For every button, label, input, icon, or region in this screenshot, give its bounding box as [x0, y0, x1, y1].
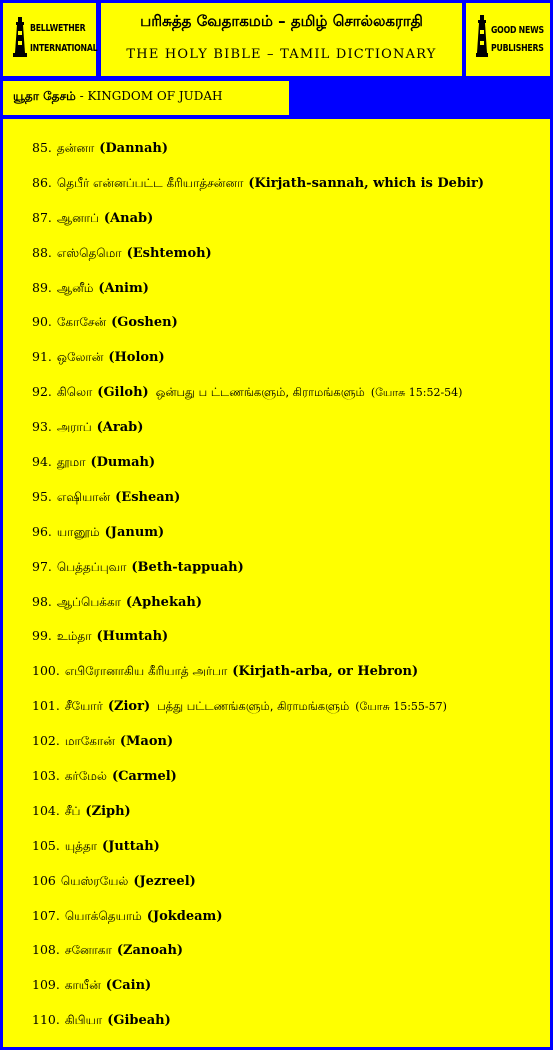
entry-tamil-name: சனோகா [64, 943, 112, 958]
entry-tamil-name: யொக்தெயாம் [64, 908, 142, 923]
entry-number: 102. [32, 733, 60, 749]
list-item [32, 766, 484, 801]
entry-english-name: (Anab) [103, 210, 154, 226]
entry-english-name: (Cain) [105, 978, 152, 994]
section-title-tamil: யூதா தேசம் [13, 89, 76, 103]
list-item [32, 731, 484, 766]
entry-number: 103. [32, 768, 60, 784]
entry-tamil-name: சீப் [64, 803, 81, 818]
list-item [32, 836, 484, 871]
list-item [32, 696, 484, 731]
bellwether-logo [3, 3, 96, 76]
list-item [32, 522, 484, 557]
list-item [32, 173, 484, 208]
list-item [32, 626, 484, 661]
entry-number: 99. [32, 628, 52, 644]
title-tamil: பரிசுத்த வேதாகமம் – தமிழ் சொல்லகராதி [140, 12, 423, 30]
list-item [32, 138, 484, 173]
entry-number: 108. [32, 942, 60, 958]
entry-tamil-name: சீயோர் [64, 699, 103, 714]
entry-english-name: (Maon) [119, 734, 174, 750]
entry-tamil-name: கிபியா [64, 1013, 103, 1028]
entry-tamil-name: ஆப்பெக்கா [56, 594, 121, 609]
entry-number: 92. [32, 384, 52, 400]
good-news-logo [466, 3, 550, 76]
entry-tamil-name: கோசேன் [56, 315, 107, 330]
entry-number: 95. [32, 488, 52, 504]
entry-number: 96. [32, 523, 52, 539]
entry-number: 90. [32, 314, 52, 330]
entry-tamil-name: அராப் [56, 420, 92, 435]
list-item [32, 975, 484, 1010]
list-item [32, 417, 484, 452]
entry-tamil-name: கர்மேல் [64, 769, 107, 784]
entry-tamil-name: பெத்தப்புவா [56, 559, 127, 574]
entry-number: 86. [32, 174, 52, 190]
good-news-logo-line2: PUBLISHERS [491, 43, 544, 54]
entry-tamil-name: கிலொ [56, 385, 93, 400]
entry-english-name: (Humtah) [96, 629, 169, 645]
entry-number: 106 [32, 872, 56, 888]
entry-tamil-name: காயீன் [64, 978, 101, 993]
entry-number: 87. [32, 209, 52, 225]
section-title-separator: - [79, 89, 84, 103]
entry-tamil-name: தெபீர் என்னப்பட்ட கீரியாத்சன்னா [56, 175, 244, 190]
list-item [32, 906, 484, 941]
entry-tamil-name: யானூம் [56, 524, 100, 539]
entry-english-name: (Jokdeam) [146, 908, 223, 924]
entry-english-name: (Goshen) [111, 315, 178, 331]
entry-english-name: (Eshtemoh) [126, 245, 212, 261]
entry-english-name: (Beth-tappuah) [131, 559, 244, 575]
entry-english-name: (Eshean) [115, 489, 181, 505]
entry-reference: (யோசு 15:55-57) [355, 700, 447, 714]
bellwether-logo-line1: BELLWETHER [30, 23, 86, 34]
bellwether-logo-line2: INTERNATIONAL [30, 43, 98, 54]
entry-english-name: (Jezreel) [133, 873, 196, 889]
list-item [32, 243, 484, 278]
entry-english-name: (Holon) [108, 350, 165, 366]
entry-english-name: (Juttah) [102, 838, 160, 854]
list-item [32, 1010, 484, 1045]
entry-tamil-name: தன்னா [56, 141, 95, 155]
entry-number: 109. [32, 977, 60, 993]
entry-number: 101. [32, 698, 60, 714]
entry-english-name: (Arab) [96, 420, 144, 436]
list-item [32, 312, 484, 347]
lighthouse-icon [476, 15, 488, 57]
entry-tamil-name: ஆனீம் [56, 280, 94, 295]
title-box [101, 3, 462, 76]
entry-english-name: (Gibeah) [107, 1013, 171, 1029]
good-news-logo-line1: GOOD NEWS [491, 25, 544, 36]
list-item [32, 557, 484, 592]
entry-english-name: (Dannah) [99, 141, 169, 156]
list-item [32, 347, 484, 382]
entry-english-name: (Kirjath-sannah, which is Debir) [248, 175, 484, 191]
entry-english-name: (Zior) [107, 699, 151, 715]
list-item [32, 487, 484, 522]
entry-tamil-name: தூமா [56, 455, 86, 470]
entry-tamil-name: ஆனாப் [56, 210, 99, 225]
list-item [32, 801, 484, 836]
entry-tamil-name: மாகோன் [64, 734, 115, 749]
entry-tamil-name: எஷியான் [56, 489, 111, 504]
entry-number: 93. [32, 419, 52, 435]
list-item [32, 592, 484, 627]
section-title-box [3, 81, 289, 115]
list-item [32, 871, 484, 906]
list-item [32, 661, 484, 696]
lighthouse-icon [13, 17, 27, 57]
entry-note: ஒன்பது ப ட்டணங்களும், கிராமங்களும் [155, 385, 365, 400]
entry-english-name: (Janum) [104, 524, 165, 540]
list-item [32, 940, 484, 975]
entry-tamil-name: யெஸ்ரயேல் [60, 873, 129, 888]
entry-number: 88. [32, 244, 52, 260]
entry-tamil-name: உம்தா [56, 629, 92, 644]
title-english: THE HOLY BIBLE – TAMIL DICTIONARY [126, 47, 437, 62]
content-panel [3, 119, 550, 1047]
list-item [32, 278, 484, 313]
entry-number: 104. [32, 802, 60, 818]
entry-number: 107. [32, 907, 60, 923]
entry-number: 97. [32, 558, 52, 574]
bellwether-logo-box [3, 3, 96, 76]
entry-tamil-name: யுத்தா [64, 838, 98, 853]
entry-english-name: (Aphekah) [125, 594, 202, 610]
list-item [32, 208, 484, 243]
entry-english-name: (Anim) [98, 280, 149, 296]
section-title-english: KINGDOM OF JUDAH [87, 89, 223, 103]
entry-english-name: (Giloh) [97, 385, 149, 401]
entry-number: 105. [32, 837, 60, 853]
entry-number: 100. [32, 663, 60, 679]
entry-english-name: (Ziph) [85, 803, 131, 819]
entry-number: 110. [32, 1012, 60, 1028]
entry-number: 94. [32, 454, 52, 470]
entry-number: 91. [32, 349, 52, 365]
section-title [13, 89, 223, 105]
entry-english-name: (Zanoah) [116, 943, 184, 959]
entry-english-name: (Dumah) [90, 455, 156, 471]
good-news-logo-box [466, 3, 550, 76]
entry-number: 85. [32, 140, 52, 155]
entry-english-name: (Kirjath-arba, or Hebron) [232, 664, 419, 680]
entry-tamil-name: எஸ்தெமொ [56, 245, 122, 260]
entry-note: பத்து பட்டணங்களும், கிராமங்களும் [157, 699, 350, 714]
entry-tamil-name: ஒலோன் [56, 350, 104, 365]
list-item [32, 382, 484, 417]
entry-number: 98. [32, 593, 52, 609]
entry-tamil-name: எபிரோனாகிய கீரியாத் அர்பா [64, 664, 228, 679]
entry-number: 89. [32, 279, 52, 295]
entry-english-name: (Carmel) [111, 769, 177, 785]
entry-reference: (யோசு 15:52-54) [370, 386, 463, 400]
list-item [32, 452, 484, 487]
place-list [32, 138, 484, 1045]
